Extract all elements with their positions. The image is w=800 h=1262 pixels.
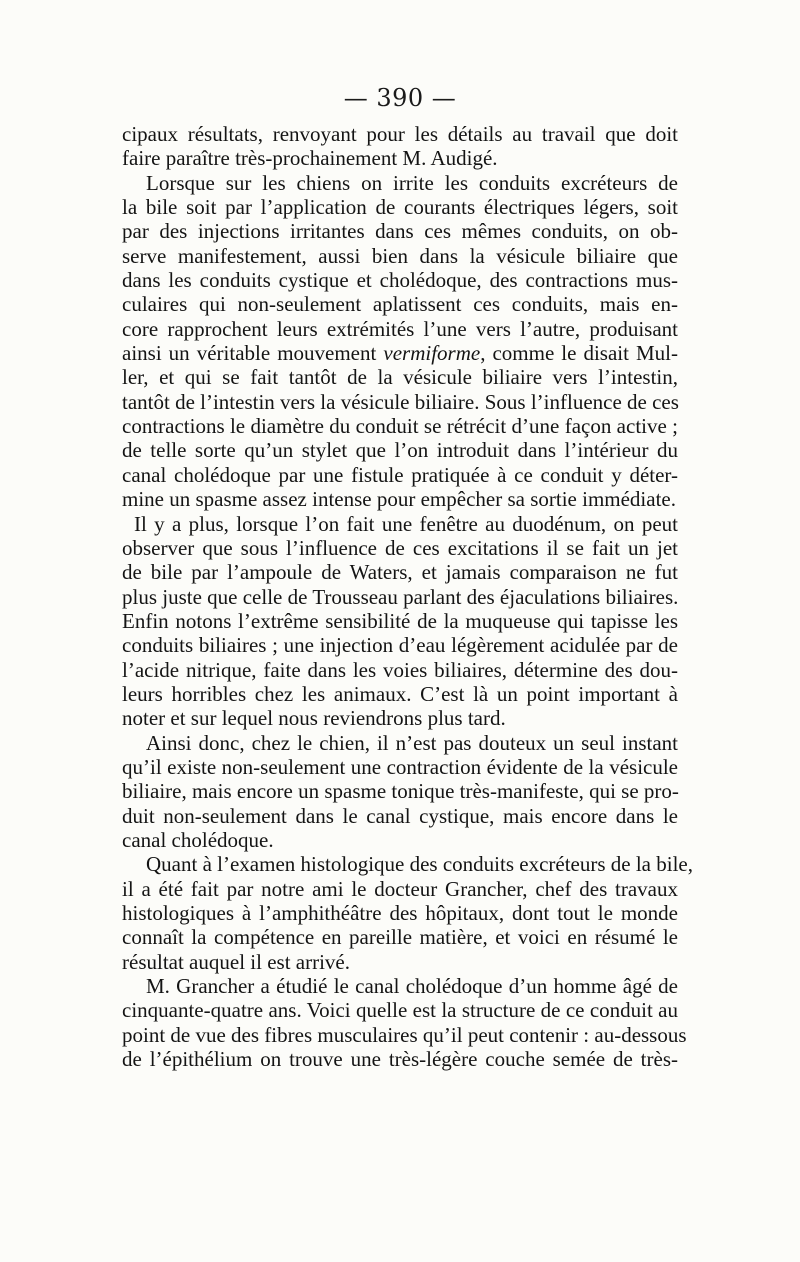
text-line: l’acide nitrique, faite dans les voies biliaires, détermine des dou- [122, 657, 678, 682]
text-line: plus juste que celle de Trousseau parlant des éjaculations biliaires. [122, 584, 679, 609]
text-line: canal cholédoque. [122, 827, 274, 852]
text-segment: , comme le disait Mul- [480, 341, 678, 366]
text-line: biliaire, mais encore un spasme tonique très-manifeste, qui se pro- [122, 779, 679, 804]
text-line: contractions le diamètre du conduit se rétrécit d’une façon active ; [122, 414, 678, 439]
text-line: faire paraître très-prochainement M. Audigé. [122, 146, 498, 171]
text-line: observer que sous l’influence de ces excitations il se fait un jet [122, 535, 678, 560]
paragraph-start: Il y a plus, lorsque l’on fait une fenêtre au duodénum, on peut [134, 511, 678, 536]
text-line: canal cholédoque par une fistule pratiquée à ce conduit y déter- [122, 462, 678, 487]
text-line: connaît la compétence en pareille matière, et voici en résumé le [122, 925, 678, 950]
italic-term: vermiforme [383, 341, 481, 366]
text-line: duit non-seulement dans le canal cystique, mais encore dans le [122, 803, 678, 828]
text-line: dans les conduits cystique et cholédoque, des contractions mus- [122, 268, 678, 293]
text-line: culaires qui non-seulement aplatissent ces conduits, mais en- [122, 292, 678, 317]
paragraph-start: M. Grancher a étudié le canal cholédoque d’un homme âgé de [146, 974, 678, 999]
text-line: serve manifestement, aussi bien dans la vésicule biliaire que [122, 243, 678, 268]
paragraph-start: Quant à l’examen histologique des conduits excréteurs de la bile, [146, 852, 693, 877]
text-line: histologiques à l’amphithéâtre des hôpitaux, dont tout le monde [122, 901, 678, 925]
page-number: — 390 — [343, 84, 457, 112]
text-segment: ainsi un véritable mouvement [122, 341, 377, 366]
text-line: par des injections irritantes dans ces mêmes conduits, on ob- [122, 219, 678, 244]
paragraph-start: Lorsque sur les chiens on irrite les conduits excréteurs de [146, 170, 678, 195]
text-line: point de vue des fibres musculaires qu’il peut contenir : au-dessous [122, 1022, 687, 1047]
text-line: résultat auquel il est arrivé. [122, 949, 350, 974]
body-text [122, 122, 693, 1072]
text-line: noter et sur lequel nous reviendrons plus tard. [122, 706, 506, 731]
text-line: mine un spasme assez intense pour empêcher sa sortie immédiate. [122, 487, 676, 512]
text-line: de telle sorte qu’un stylet que l’on introduit dans l’intérieur du [122, 438, 678, 463]
text-line: ler, et qui se fait tantôt de la vésicule biliaire vers l’intestin, [122, 365, 678, 390]
text-line: cinquante-quatre ans. Voici quelle est la structure de ce conduit au [122, 998, 678, 1023]
text-line-with-italic [122, 341, 678, 365]
text-line: de bile par l’ampoule de Waters, et jamais comparaison ne fut [122, 560, 678, 585]
text-line: leurs horribles chez les animaux. C’est là un point important à [122, 681, 678, 706]
text-line: qu’il existe non-seulement une contraction évidente de la vésicule [122, 754, 678, 779]
text-line: Enfin notons l’extrême sensibilité de la muqueuse qui tapisse les [122, 608, 678, 633]
paragraph-start: Ainsi donc, chez le chien, il n’est pas douteux un seul instant [146, 730, 678, 755]
text-line: la bile soit par l’application de courants électriques légers, soit [122, 195, 678, 220]
text-line: core rapprochent leurs extrémités l’une vers l’autre, produisant [122, 316, 678, 341]
text-line: il a été fait par notre ami le docteur Grancher, chef des travaux [122, 876, 678, 901]
text-line: de l’épithélium on trouve une très-légère couche semée de très- [122, 1047, 678, 1072]
text-line: cipaux résultats, renvoyant pour les détails au travail que doit [122, 122, 678, 146]
text-line: tantôt de l’intestin vers la vésicule biliaire. Sous l’influence de ces [122, 389, 679, 414]
text-line: conduits biliaires ; une injection d’eau légèrement acidulée par de [122, 633, 678, 658]
